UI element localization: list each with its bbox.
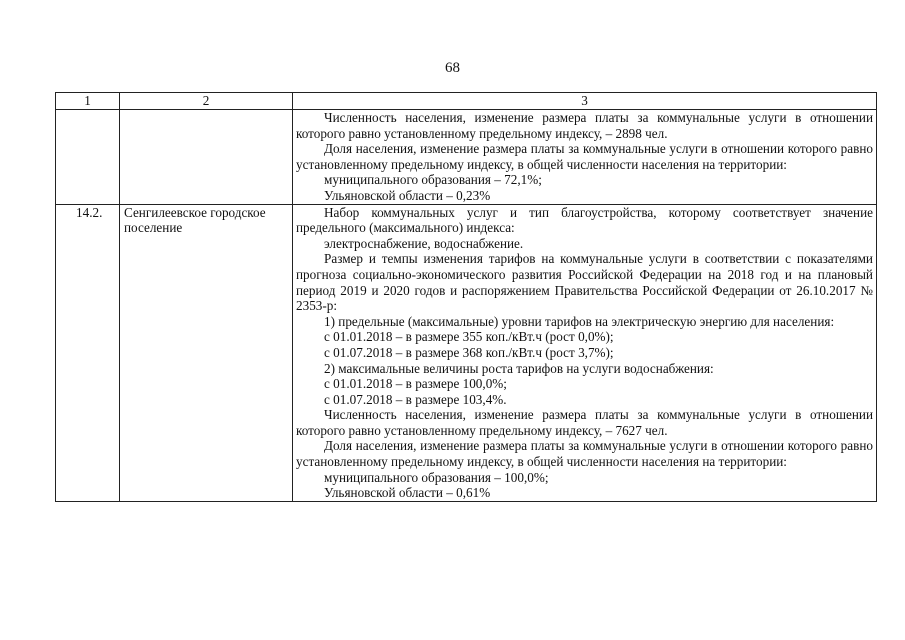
paragraph: 1) предельные (максимальные) уровни тарифов на электрическую энергию для населения:	[324, 313, 835, 329]
paragraph: муниципального образования – 72,1%;	[324, 172, 542, 188]
table-row	[56, 204, 877, 501]
table-header-row	[56, 93, 877, 110]
paragraph: Доля населения, изменение размера платы за коммунальные услуги в отношении которого равно установленному предельному индексу, в общей численности населения на территории:	[296, 141, 873, 172]
settlement-name-cell	[120, 110, 293, 205]
paragraph: муниципального образования – 100,0%;	[324, 469, 549, 485]
paragraph: с 01.01.2018 – в размере 355 коп./кВт.ч (рост 0,0%);	[324, 329, 614, 345]
description-cell	[293, 110, 877, 205]
header-col-1: 1	[56, 93, 120, 110]
paragraph: электроснабжение, водоснабжение.	[324, 235, 524, 251]
paragraph: с 01.07.2018 – в размере 368 коп./кВт.ч (рост 3,7%);	[324, 344, 614, 360]
settlement-name-cell: Сенгилеевское городское поселение	[120, 204, 293, 501]
description-cell	[293, 204, 877, 501]
paragraph: Ульяновской области – 0,23%	[324, 187, 491, 203]
header-col-3: 3	[293, 93, 877, 110]
document-table	[55, 92, 877, 502]
paragraph: 2) максимальные величины роста тарифов на услуги водоснабжения:	[324, 360, 714, 376]
row-number-cell: 14.2.	[56, 204, 120, 501]
paragraph: Ульяновской области – 0,61%	[324, 485, 491, 501]
paragraph: Численность населения, изменение размера платы за коммунальные услуги в отношении которого равно установленному предельному индексу, – 2898 чел.	[296, 110, 873, 141]
paragraph: Доля населения, изменение размера платы за коммунальные услуги в отношении которого равно установленному предельному индексу, в общей численности населения на территории:	[296, 438, 873, 470]
page-number: 68	[445, 60, 460, 76]
paragraph: Размер и темпы изменения тарифов на коммунальные услуги в соответствии с показателями прогноза социально-экономического развития Российской Федерации на 2018 год и на плановый период 2019 и 2020 годов и распоряжением Правительства Российской Федерации от 26.10.2017 № 2353-р:	[296, 251, 873, 314]
header-col-2: 2	[120, 93, 293, 110]
paragraph: с 01.07.2018 – в размере 103,4%.	[324, 391, 507, 407]
table-row	[56, 110, 877, 205]
paragraph: с 01.01.2018 – в размере 100,0%;	[324, 376, 507, 392]
paragraph: Набор коммунальных услуг и тип благоустройства, которому соответствует значение предельного (максимального) индекса:	[296, 204, 873, 236]
row-number-cell	[56, 110, 120, 205]
paragraph: Численность населения, изменение размера платы за коммунальные услуги в отношении которого равно установленному предельному индексу, – 7627 чел.	[296, 407, 873, 438]
